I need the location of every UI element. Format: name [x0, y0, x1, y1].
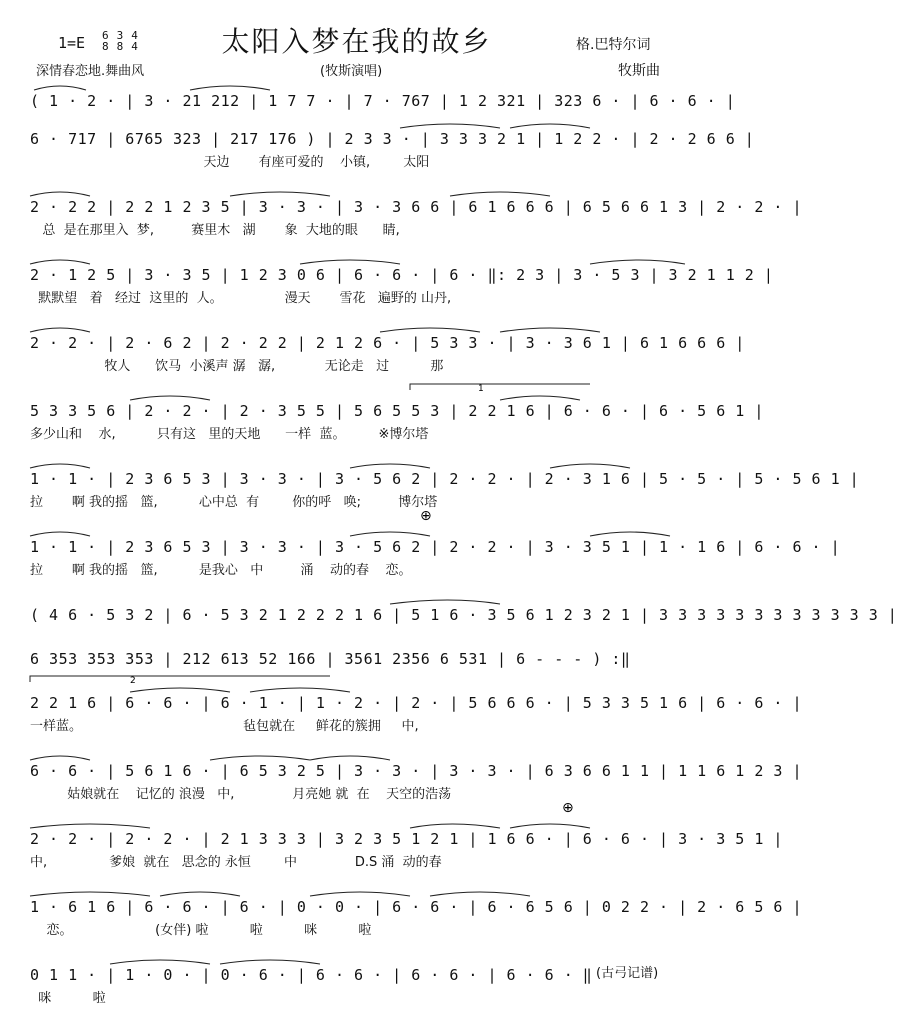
lyric-line: 姑娘就在 记忆的 浪漫 中, 月亮她 就 在 天空的浩荡	[30, 787, 452, 802]
notation-line: 2 · 2 2 | 2 2 1 2 3 5 | 3 · 3 · | 3 · 3 6 6 | 6 1 6 6 6 | 6 5 6 6 1 3 | 2 · 2 · |	[30, 198, 802, 216]
composer-credit: 牧斯曲	[618, 63, 660, 79]
coda-symbol: ⊕	[562, 800, 574, 816]
notation-line: 1 · 1 · | 2 3 6 5 3 | 3 · 3 · | 3 · 5 6 2 | 2 · 2 · | 2 · 3 1 6 | 5 · 5 · | 5 · 5 6 1 |	[30, 470, 860, 488]
lyric-line: 默默望 着 经过 这里的 人。 漫天 雪花 遍野的 山丹,	[30, 291, 452, 306]
song-title: 太阳入梦在我的故乡	[221, 25, 492, 58]
lyric-line: 多少山和 水, 只有这 里的天地 一样 蓝。 ※博尔塔	[30, 427, 429, 442]
lyric-line: 咪 啦	[30, 991, 106, 1006]
notation-line: 5 3 3 5 6 | 2 · 2 · | 2 · 3 5 5 | 5 6 5 5 3 | 2 2 1 6 | 6 · 6 · | 6 · 5 6 1 |	[30, 402, 764, 420]
lyric-line: 一样蓝。 毡包就在 鲜花的簇拥 中,	[30, 719, 419, 734]
key-signature: 1=E	[58, 34, 86, 52]
notation-line: 2 · 2 · | 2 · 2 · | 2 1 3 3 3 | 3 2 3 5 1 2 1 | 1 6 6 · | 6 · 6 · | 3 · 3 5 1 |	[30, 830, 783, 848]
lyric-line: 牧人 饮马 小溪声 潺 潺, 无论走 过 那	[30, 359, 444, 374]
meter-2: 3 8	[116, 29, 124, 53]
performer-credit: (牧斯演唱)	[320, 64, 383, 79]
lyric-line: 恋。 (女伴) 啦 啦 咪 啦	[30, 923, 372, 938]
notation-line: 2 · 2 · | 2 · 6 2 | 2 · 2 2 | 2 1 2 6 · | 5 3 3 · | 3 · 3 6 1 | 6 1 6 6 6 |	[30, 334, 745, 352]
volta-2-label: 2	[130, 676, 136, 686]
meter-3: 4 4	[131, 29, 138, 53]
lyricist-credit: 格.巴特尔词	[576, 37, 651, 53]
notation-line: ( 4 6 · 5 3 2 | 6 · 5 3 2 1 2 2 2 1 6 | 5 1 6 · 3 5 6 1 2 3 2 1 | 3 3 3 3 3 3 3 3 3 3 3 3 |	[30, 606, 897, 624]
lyric-line: 中, 爹娘 就在 思念的 永恒 中 D.S 涌 动的春	[30, 855, 442, 870]
coda-symbol: ⊕	[420, 508, 432, 524]
notation-line: 1 · 6 1 6 | 6 · 6 · | 6 · | 0 · 0 · | 6 · 6 · | 6 · 6 5 6 | 0 2 2 · | 2 · 6 5 6 |	[30, 898, 802, 916]
notation-line: 1 · 1 · | 2 3 6 5 3 | 3 · 3 · | 3 · 5 6 2 | 2 · 2 · | 3 · 3 5 1 | 1 · 1 6 | 6 · 6 · |	[30, 538, 841, 556]
notation-line: 6 353 353 353 | 212 613 52 166 | 3561 2356 6 531 | 6 - - - ) :‖	[30, 650, 631, 668]
notation-line: 2 · 1 2 5 | 3 · 3 5 | 1 2 3 0 6 | 6 · 6 · | 6 · ‖: 2 3 | 3 · 5 3 | 3 2 1 1 2 |	[30, 266, 774, 284]
notation-line: 0 1 1 · | 1 · 0 · | 0 · 6 · | 6 · 6 · | 6 · 6 · | 6 · 6 · ‖	[30, 966, 593, 984]
notation-line: 6 · 6 · | 5 6 1 6 · | 6 5 3 2 5 | 3 · 3 · | 3 · 3 · | 6 3 6 6 1 1 | 1 1 6 1 2 3 |	[30, 762, 802, 780]
lyric-line: 总 是在那里入 梦, 赛里木 湖 象 大地的眼 睛,	[30, 223, 400, 238]
lyric-line: 拉 啊 我的摇 篮, 是我心 中 涌 动的春 恋。	[30, 563, 412, 578]
notation-line: 2 2 1 6 | 6 · 6 · | 6 · 1 · | 1 · 2 · | 2 · | 5 6 6 6 · | 5 3 3 5 1 6 | 6 · 6 · |	[30, 694, 802, 712]
style-note: 深情春恋地.舞曲风	[36, 64, 145, 79]
time-signatures	[102, 30, 138, 52]
meter-1: 6 8	[102, 29, 109, 53]
notation-line: 6 · 717 | 6765 323 | 217 176 ) | 2 3 3 · | 3 3 3 2 1 | 1 2 2 · | 2 · 2 6 6 |	[30, 130, 755, 148]
transcriber-credit: (古弓记谱)	[596, 966, 659, 981]
lyric-line: 天边 有座可爱的 小镇, 太阳	[30, 155, 430, 170]
notation-line: ( 1 · 2 · | 3 · 21 212 | 1 7 7 · | 7 · 767 | 1 2 321 | 323 6 · | 6 · 6 · |	[30, 92, 736, 110]
lyric-line: 拉 啊 我的摇 篮, 心中总 有 你的呼 唤; 博尔塔	[30, 495, 438, 510]
volta-1-label: 1	[478, 384, 484, 394]
